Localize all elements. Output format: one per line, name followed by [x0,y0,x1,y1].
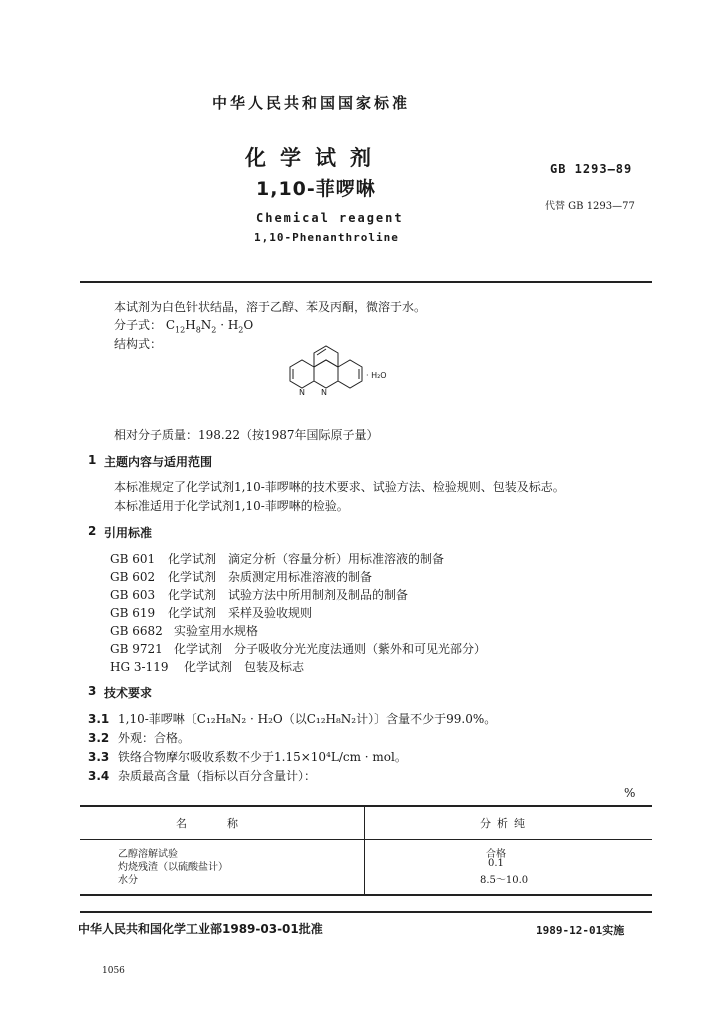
formula-n-sub: 2 [211,325,217,335]
item-number: 3.4 [88,769,110,783]
ref-row [110,568,372,585]
formula-o: O [243,318,254,332]
formula-n: N [200,318,212,332]
item-text: 杂质最高含量（指标以百分含量计）： [118,769,317,783]
formula-label: 分子式： [114,318,163,332]
ref-row [110,604,312,621]
ref-text: 化学试剂 分子吸收分光光度法通则（紫外和可见光部分） [174,642,487,656]
table-row-value: 8.5～10.0 [480,875,529,886]
ref-code: GB 9721 [110,642,163,656]
table-row-name: 水分 [118,875,138,886]
table-row-name: 灼烧残渣（以硫酸盐计） [118,862,228,873]
item-number: 3.1 [88,712,110,726]
english-subtitle: 1,10-Phenanthroline [254,231,399,244]
ref-text: 化学试剂 采样及验收规则 [168,606,313,620]
formula-h2o: · H [216,318,239,332]
table-bottom-rule [80,894,652,896]
ref-text: 实验室用水规格 [174,624,259,638]
ref-code: GB 619 [110,606,156,620]
english-title: Chemical reagent [256,211,404,225]
table-header-name: 名 称 [176,817,244,830]
section-1-p1: 本标准规定了化学试剂1,10-菲啰啉的技术要求、试验方法、检验规则、包装及标志。 [114,480,565,494]
table-top-rule [80,805,652,807]
ref-code: HG 3-119 [110,660,169,674]
ref-text: 化学试剂 包装及标志 [184,660,305,674]
ref-code: GB 6682 [110,624,163,638]
effective-date: 1989-12-01实施 [536,924,625,937]
page-subtitle: 1,10-菲啰啉 [256,178,376,200]
table-row-value: 0.1 [488,858,504,869]
formula-h2o-sub: 2 [238,325,244,335]
table-unit: % [624,786,636,800]
item-text: 外观：合格。 [118,731,191,745]
page-number: 1056 [102,966,125,976]
molar-mass: 相对分子质量：198.22（按1987年国际原子量） [114,428,379,442]
gb-number: GB 1293—89 [550,162,633,176]
section-2-number: 2 [88,524,97,538]
section-3-title: 技术要求 [104,686,153,700]
structure-diagram [276,345,406,413]
requirement-item [88,710,496,727]
table-row-name: 乙醇溶解试验 [118,849,178,860]
section-1-number: 1 [88,453,97,467]
formula-c-sub: 12 [175,325,186,335]
standard-org: 中华人民共和国国家标准 [212,94,411,112]
section-1-p2: 本标准适用于化学试剂1,10-菲啰啉的检验。 [114,499,349,513]
footer-divider [80,911,652,913]
table-header-rule [80,839,652,840]
section-1-title: 主题内容与适用范围 [104,455,213,469]
section-2-title: 引用标准 [104,526,153,540]
page-title: 化学试剂 [245,146,385,170]
formula-h-sub: 8 [195,325,201,335]
table-row-value: 合格 [486,849,506,860]
header-divider [80,281,652,283]
item-text: 铁络合物摩尔吸收系数不少于1.15×10⁴L/cm · mol。 [118,750,407,764]
description-text: 本试剂为白色针状结晶，溶于乙醇、苯及丙酮，微溶于水。 [114,300,427,314]
ref-row [110,640,486,657]
structure-n2: N [321,388,327,397]
formula-c: C [165,318,176,332]
approval-line: 中华人民共和国化学工业部1989-03-01批准 [78,922,323,936]
requirement-item [88,729,190,746]
molecular-formula [114,316,253,334]
ref-row [110,658,304,675]
table-col-divider [364,805,365,895]
item-text: 1,10-菲啰啉〔C₁₂H₈N₂ · H₂O（以C₁₂H₈N₂计）〕含量不少于99.0%。 [118,712,497,726]
table-header-grade: 分析纯 [480,817,531,830]
section-3-number: 3 [88,684,97,698]
ref-code: GB 601 [110,552,156,566]
ref-code: GB 603 [110,588,156,602]
ref-text: 化学试剂 杂质测定用标准溶液的制备 [168,570,373,584]
formula-h: H [185,318,196,332]
structure-hydrate: · H₂O [366,371,387,380]
item-number: 3.2 [88,731,110,745]
ref-text: 化学试剂 试验方法中所用制剂及制品的制备 [168,588,409,602]
ref-row [110,550,444,567]
item-number: 3.3 [88,750,110,764]
structure-n1: N [299,388,305,397]
ref-code: GB 602 [110,570,156,584]
structure-label: 结构式： [114,337,163,351]
replaces-note: 代替 GB 1293—77 [545,201,635,212]
requirement-item [88,748,407,765]
ref-row [110,622,258,639]
requirement-item [88,767,316,784]
ref-text: 化学试剂 滴定分析（容量分析）用标准溶液的制备 [168,552,445,566]
ref-row [110,586,408,603]
